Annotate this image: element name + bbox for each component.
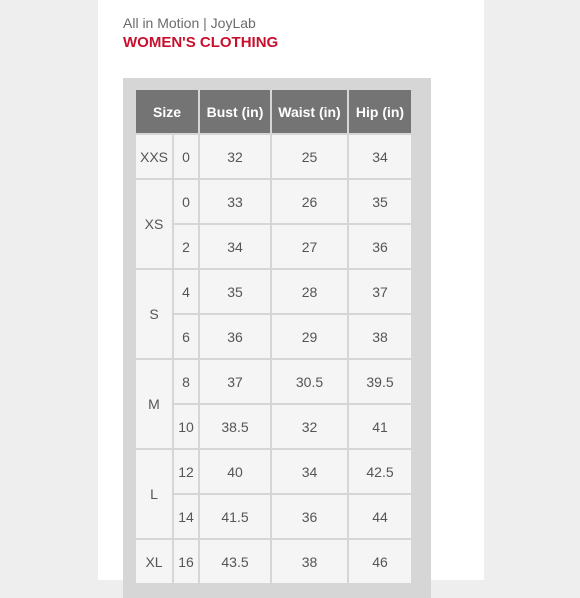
bust-cell: 33 — [200, 180, 270, 223]
header-hip: Hip (in) — [349, 90, 411, 133]
numeric-size: 12 — [174, 450, 198, 493]
hip-cell: 46 — [349, 540, 411, 583]
waist-cell: 30.5 — [272, 360, 347, 403]
waist-cell: 28 — [272, 270, 347, 313]
header-waist: Waist (in) — [272, 90, 347, 133]
numeric-size: 8 — [174, 360, 198, 403]
hip-cell: 41 — [349, 405, 411, 448]
table-row — [136, 360, 411, 403]
numeric-size: 16 — [174, 540, 198, 583]
brand-title: All in Motion | JoyLab — [123, 15, 256, 31]
numeric-size: 2 — [174, 225, 198, 268]
size-label: M — [136, 360, 172, 448]
waist-cell: 32 — [272, 405, 347, 448]
table-row — [136, 495, 411, 538]
hip-cell: 34 — [349, 135, 411, 178]
size-label: S — [136, 270, 172, 358]
size-label: XS — [136, 180, 172, 268]
waist-cell: 38 — [272, 540, 347, 583]
table-row — [136, 180, 411, 223]
waist-cell: 26 — [272, 180, 347, 223]
header-bust: Bust (in) — [200, 90, 270, 133]
hip-cell: 42.5 — [349, 450, 411, 493]
numeric-size: 10 — [174, 405, 198, 448]
size-label: L — [136, 450, 172, 538]
table-row — [136, 405, 411, 448]
bust-cell: 36 — [200, 315, 270, 358]
hip-cell: 39.5 — [349, 360, 411, 403]
table-row — [136, 225, 411, 268]
waist-cell: 36 — [272, 495, 347, 538]
numeric-size: 14 — [174, 495, 198, 538]
size-chart-table — [134, 88, 413, 585]
header-size: Size — [136, 90, 198, 133]
table-row — [136, 450, 411, 493]
size-label: XXS — [136, 135, 172, 178]
waist-cell: 29 — [272, 315, 347, 358]
waist-cell: 27 — [272, 225, 347, 268]
hip-cell: 37 — [349, 270, 411, 313]
numeric-size: 6 — [174, 315, 198, 358]
bust-cell: 35 — [200, 270, 270, 313]
hip-cell: 44 — [349, 495, 411, 538]
table-row — [136, 540, 411, 583]
bust-cell: 32 — [200, 135, 270, 178]
numeric-size: 4 — [174, 270, 198, 313]
bust-cell: 34 — [200, 225, 270, 268]
table-row — [136, 270, 411, 313]
bust-cell: 43.5 — [200, 540, 270, 583]
waist-cell: 25 — [272, 135, 347, 178]
numeric-size: 0 — [174, 180, 198, 223]
category-title: WOMEN'S CLOTHING — [123, 34, 279, 51]
size-label: XL — [136, 540, 172, 583]
bust-cell: 38.5 — [200, 405, 270, 448]
table-row — [136, 135, 411, 178]
bust-cell: 37 — [200, 360, 270, 403]
waist-cell: 34 — [272, 450, 347, 493]
hip-cell: 36 — [349, 225, 411, 268]
table-row — [136, 315, 411, 358]
header-row — [136, 90, 411, 133]
numeric-size: 0 — [174, 135, 198, 178]
hip-cell: 38 — [349, 315, 411, 358]
bust-cell: 41.5 — [200, 495, 270, 538]
bust-cell: 40 — [200, 450, 270, 493]
hip-cell: 35 — [349, 180, 411, 223]
